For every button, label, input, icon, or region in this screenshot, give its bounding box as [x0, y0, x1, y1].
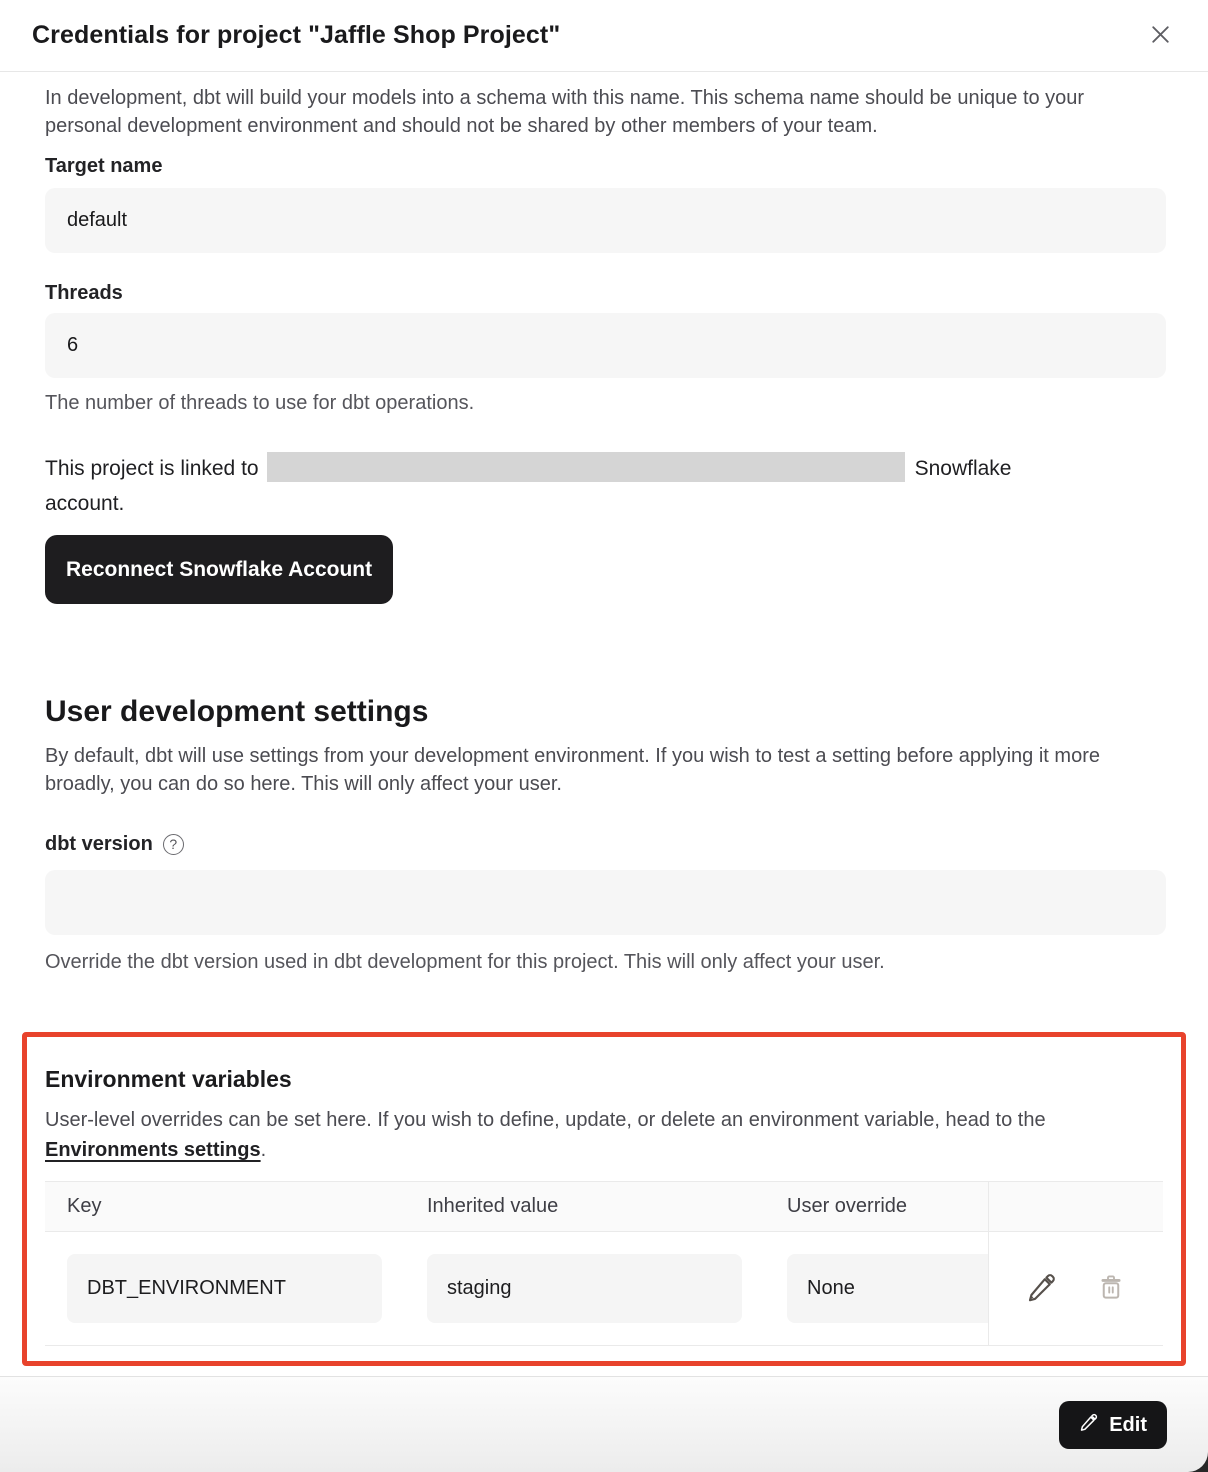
- edit-row-button[interactable]: [1022, 1267, 1062, 1310]
- edit-button[interactable]: Edit: [1059, 1401, 1167, 1449]
- close-button[interactable]: [1142, 18, 1178, 54]
- redacted-account-name: [267, 452, 905, 482]
- target-name-input[interactable]: [45, 188, 1166, 253]
- env-var-user-override-chip: None: [787, 1254, 988, 1323]
- pencil-icon: [1079, 1412, 1099, 1438]
- dbt-version-label: dbt version: [45, 833, 153, 855]
- table-header-row: [45, 1182, 1163, 1232]
- threads-helper-text: The number of threads to use for dbt operations.: [45, 392, 475, 414]
- environment-variables-heading: Environment variables: [45, 1066, 292, 1092]
- modal-body: [0, 84, 1208, 1366]
- environment-variables-table: [45, 1181, 1163, 1346]
- pencil-icon: [1026, 1271, 1058, 1306]
- env-var-key-chip: DBT_ENVIRONMENT: [67, 1254, 382, 1323]
- threads-label: Threads: [45, 282, 123, 304]
- delete-row-button[interactable]: [1092, 1268, 1130, 1309]
- column-header-inherited-value: Inherited value: [427, 1195, 559, 1217]
- environment-variables-description: User-level overrides can be set here. If you wish to define, update, or delete an environment variable, head to the Environments settings.: [45, 1109, 1046, 1161]
- dbt-version-input[interactable]: [45, 870, 1166, 935]
- column-header-key: Key: [67, 1195, 102, 1217]
- threads-input[interactable]: [45, 313, 1166, 378]
- env-var-inherited-value-chip: staging: [427, 1254, 742, 1323]
- user-dev-settings-description: By default, dbt will use settings from your development environment. If you wish to test a setting before applying it more broadly, you can do so here. This will only affect your user.: [45, 745, 1100, 795]
- target-name-label: Target name: [45, 155, 163, 177]
- environments-settings-link[interactable]: Environments settings: [45, 1139, 261, 1161]
- trash-icon: [1096, 1272, 1126, 1305]
- help-circle-icon[interactable]: [163, 834, 184, 855]
- table-row: [45, 1232, 1163, 1346]
- column-header-user-override: User override: [787, 1195, 908, 1217]
- close-icon: [1146, 20, 1175, 52]
- page-title: Credentials for project "Jaffle Shop Project": [32, 21, 561, 49]
- column-header-actions: [988, 1182, 1163, 1231]
- environment-variables-highlight-box: [22, 1032, 1186, 1366]
- user-dev-settings-heading: User development settings: [45, 695, 429, 728]
- dbt-version-helper-text: Override the dbt version used in dbt development for this project. This will only affect your user.: [45, 951, 885, 973]
- schema-description-text: In development, dbt will build your models into a schema with this name. This schema name should be unique to your personal development environment and should not be shared by other members of your team.: [45, 87, 1085, 137]
- reconnect-snowflake-button[interactable]: Reconnect Snowflake Account: [45, 535, 393, 604]
- modal-header: [0, 0, 1208, 72]
- snowflake-link-text: This project is linked to Snowflake account.: [45, 451, 1166, 521]
- modal-footer: [0, 1376, 1208, 1472]
